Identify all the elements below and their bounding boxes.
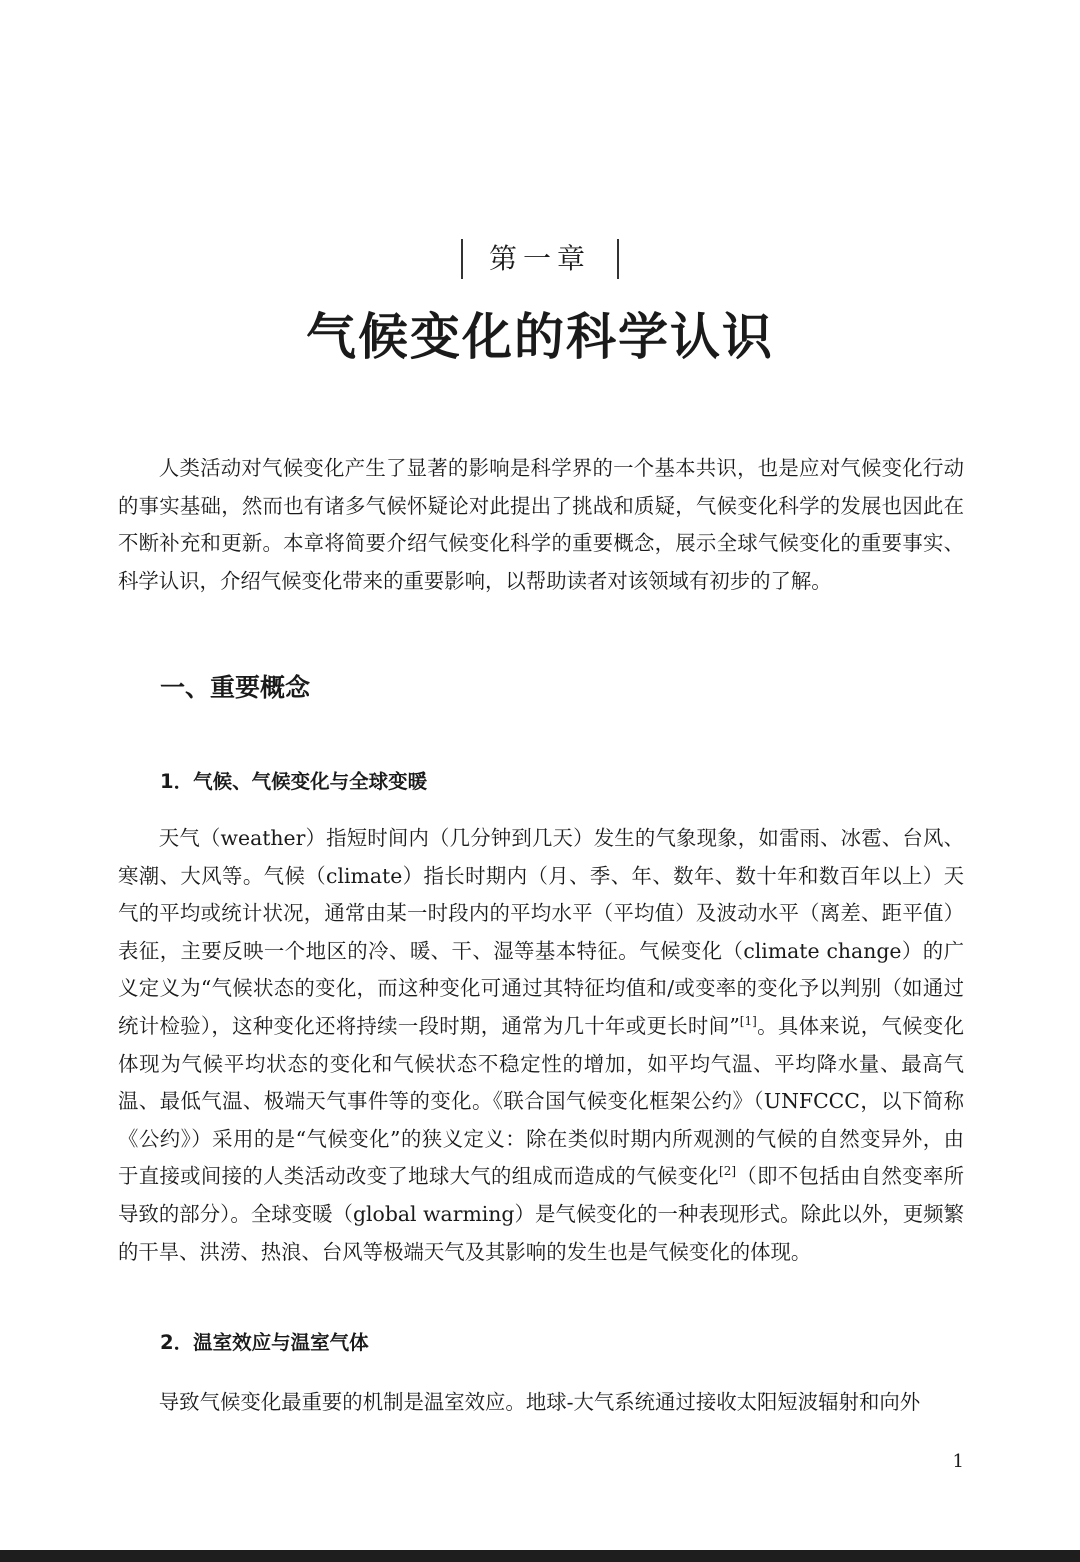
paragraph-text-part3: （即不包括由自然变率所导致的部分）。全球变暖（global warming）是气候变化的一种表现形式。除此以外，更频繁的干旱、洪涝、热浪、台风等极端天气及其影响的发生也是气候变化的体现。: [118, 1164, 965, 1264]
paragraph-text-part2: 。具体来说，气候变化体现为气候平均状态的变化和气候状态不稳定性的增加，如平均气温、平均降水量、最高气温、最低气温、极端天气事件等的变化。《联合国气候变化框架公约》（UNFCCC，以下简称《公约》）采用的是“气候变化”的狭义定义：除在类似时期内所观测的气候的自然变异外，由于直接或间接的人类活动改变了地球大气的组成而造成的气候变化: [118, 1013, 964, 1189]
chapter-number: 第一章: [488, 242, 591, 275]
bottom-bar: [0, 1550, 1080, 1562]
chapter-label: [0, 236, 1080, 280]
reference-2[interactable]: [2]: [719, 1164, 737, 1179]
page-number: 1: [952, 1451, 964, 1472]
subsection-heading-2: 2．温室效应与温室气体: [160, 1331, 369, 1354]
intro-paragraph: 人类活动对气候变化产生了显著的影响是科学界的一个基本共识，也是应对气候变化行动的事实基础，然而也有诸多气候怀疑论对此提出了挑战和质疑，气候变化科学的发展也因此在不断补充和更新。本章将简要介绍气候变化科学的重要概念，展示全球气候变化的重要事实、科学认识，介绍气候变化带来的重要影响，以帮助读者对该领域有初步的了解。: [118, 456, 964, 593]
paragraph-text-part1: 天气（weather）指短时间内（几分钟到几天）发生的气象现象，如雷雨、冰雹、台风、寒潮、大风等。气候（climate）指长时期内（月、季、年、数年、数十年和数百年以上）天气的平均或统计状况，通常由某一时段内的平均水平（平均值）及波动水平（离差、距平值）表征，主要反映一个地区的冷、暖、干、湿等基本特征。气候变化（climate change）的广义定义为“气候状态的变化，而这种变化可通过其特征均值和/或变率的变化予以判别（如通过统计检验），这种变化还将持续一段时期，通常为几十年或更长时间”: [118, 826, 964, 1038]
reference-1[interactable]: [1]: [739, 1014, 757, 1029]
chapter-title: 气候变化的科学认识: [306, 307, 774, 366]
body-paragraph-1: [118, 820, 964, 1271]
body-paragraph-2: 导致气候变化最重要的机制是温室效应。地球-大气系统通过接收太阳短波辐射和向外: [158, 1390, 921, 1414]
subsection-heading-1: 1．气候、气候变化与全球变暖: [160, 770, 428, 793]
right-divider: [617, 239, 619, 279]
section-heading: 一、重要概念: [160, 673, 311, 702]
